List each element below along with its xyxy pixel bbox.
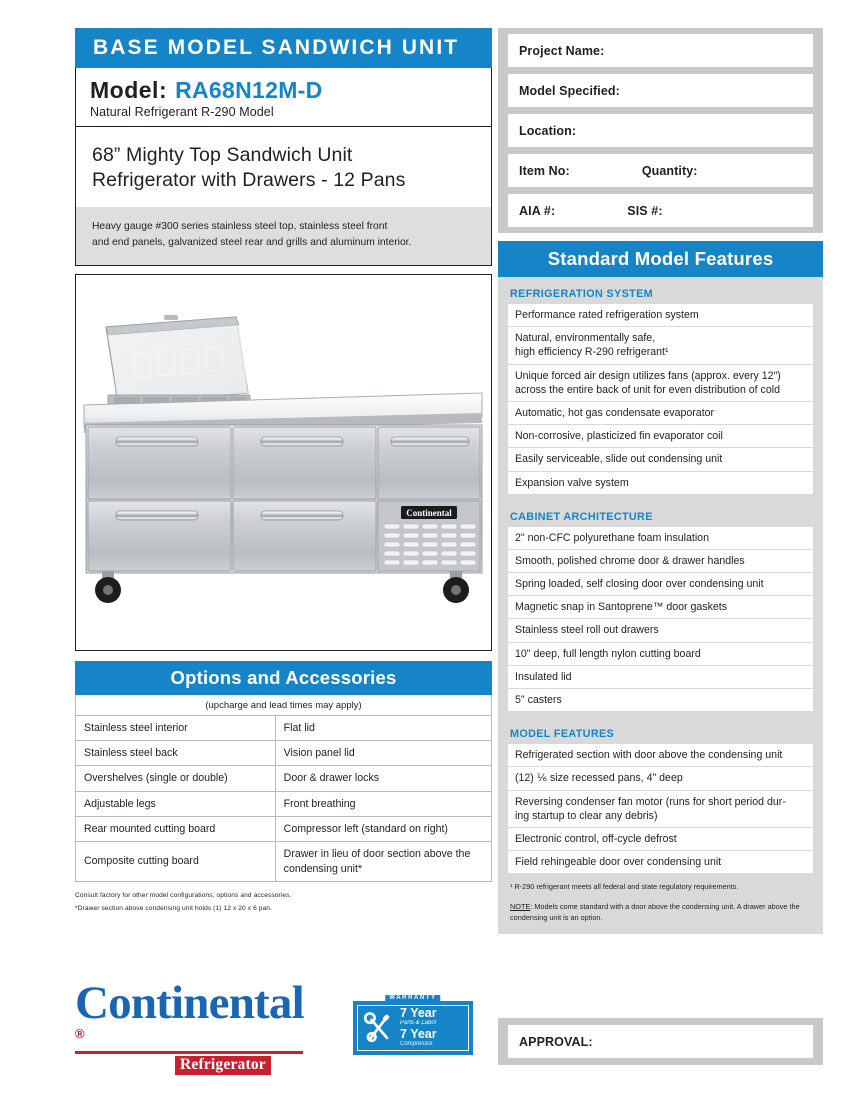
form-field[interactable] bbox=[508, 74, 813, 107]
feature-item bbox=[508, 327, 813, 364]
warranty-compressor-years: 7 Year bbox=[400, 1027, 437, 1041]
feature-item-line: high efficiency R-290 refrigerant¹ bbox=[515, 346, 669, 359]
open-lid bbox=[106, 315, 248, 403]
note-label: NOTE bbox=[510, 902, 531, 912]
feature-item-line: Reversing condenser fan motor (runs for short period dur- bbox=[515, 795, 786, 808]
feature-group-title: MODEL FEATURES bbox=[510, 728, 615, 741]
feature-item-line: Easily serviceable, slide out condensing unit bbox=[515, 453, 723, 466]
note-text: : Models come standard with a door above the condensing unit. A drawer above the condensing unit is an option. bbox=[510, 902, 800, 923]
model-note bbox=[508, 893, 813, 924]
table-row bbox=[76, 741, 492, 766]
warranty-parts-years: 7 Year bbox=[400, 1006, 437, 1021]
feature-item-line: Natural, environmentally safe, bbox=[515, 332, 656, 345]
feature-item bbox=[508, 402, 813, 425]
feature-item-line: Performance rated refrigeration system bbox=[515, 309, 699, 321]
options-footnote-2: *Drawer section above condensing unit holds (1) 12 x 20 x 6 pan. bbox=[75, 905, 272, 913]
project-form-panel bbox=[498, 28, 823, 233]
model-number: RA68N12M-D bbox=[175, 77, 323, 103]
product-illustration bbox=[76, 275, 490, 650]
option-cell: Front breathing bbox=[275, 791, 491, 816]
table-row bbox=[76, 817, 492, 842]
model-label: Model: bbox=[90, 77, 168, 103]
feature-item bbox=[508, 666, 813, 689]
feature-item-line: Insulated lid bbox=[515, 670, 572, 683]
refrigerant-footnote: ¹ R-290 refrigerant meets all federal and state regulatory requirements. bbox=[510, 882, 739, 892]
model-box bbox=[75, 68, 492, 127]
logo-subbrand: Refrigerator bbox=[175, 1056, 271, 1075]
feature-item bbox=[508, 828, 813, 851]
feature-item bbox=[508, 527, 813, 550]
approval-field[interactable] bbox=[508, 1025, 813, 1058]
options-table bbox=[75, 715, 492, 882]
footer-logo-row bbox=[75, 977, 495, 1073]
banner-title: BASE MODEL SANDWICH UNIT bbox=[93, 36, 460, 59]
option-cell: Vision panel lid bbox=[275, 741, 491, 766]
table-row bbox=[76, 715, 492, 740]
logo-wordmark: Continental bbox=[75, 977, 304, 1030]
form-field-label: Item No: bbox=[519, 163, 570, 178]
approval-panel bbox=[498, 1018, 823, 1065]
form-field[interactable] bbox=[508, 154, 813, 187]
form-field[interactable] bbox=[508, 194, 813, 227]
option-cell: Door & drawer locks bbox=[275, 766, 491, 791]
features-title: Standard Model Features bbox=[547, 248, 774, 269]
model-subtitle: Natural Refrigerant R-290 Model bbox=[90, 105, 274, 119]
page-banner bbox=[75, 28, 492, 68]
group-spacer bbox=[508, 711, 813, 725]
feature-item-line: Non-corrosive, plasticized fin evaporator coil bbox=[515, 430, 723, 443]
feature-item bbox=[508, 425, 813, 448]
option-cell: Rear mounted cutting board bbox=[76, 817, 276, 842]
form-field-label: Location: bbox=[519, 123, 577, 138]
feature-item-line: Spring loaded, self closing door over condensing unit bbox=[515, 578, 764, 591]
option-cell: Drawer in lieu of door section above the condensing unit* bbox=[275, 842, 491, 882]
feature-item bbox=[508, 791, 813, 828]
warranty-compressor-label: Compressor bbox=[400, 1041, 433, 1048]
feature-group-list bbox=[508, 527, 813, 712]
product-title-line2: Refrigerator with Drawers - 12 Pans bbox=[92, 168, 406, 191]
options-table-body bbox=[76, 715, 492, 881]
option-cell: Adjustable legs bbox=[76, 791, 276, 816]
feature-item-line: 10" deep, full length nylon cutting board bbox=[515, 647, 701, 660]
table-row bbox=[76, 791, 492, 816]
construction-note-line2: and end panels, galvanized steel rear and grills and aluminum interior. bbox=[92, 236, 412, 248]
feature-item bbox=[508, 619, 813, 642]
feature-item bbox=[508, 573, 813, 596]
option-cell: Flat lid bbox=[275, 715, 491, 740]
feature-item-line: Refrigerated section with door above the condensing unit bbox=[515, 749, 783, 762]
feature-item-line: 5" casters bbox=[515, 694, 562, 706]
table-row bbox=[76, 766, 492, 791]
feature-item-line: Expansion valve system bbox=[515, 476, 629, 489]
product-photo bbox=[75, 274, 492, 651]
warranty-title: WARRANTY bbox=[385, 995, 440, 1001]
feature-item-line: ing startup to clear any debris) bbox=[515, 809, 658, 822]
feature-item bbox=[508, 596, 813, 619]
description-box bbox=[75, 127, 492, 266]
feature-item bbox=[508, 744, 813, 767]
option-cell: Stainless steel interior bbox=[76, 715, 276, 740]
product-title bbox=[76, 127, 491, 207]
feature-item bbox=[508, 643, 813, 666]
logo-rule bbox=[75, 1051, 303, 1054]
feature-group-list bbox=[508, 304, 813, 494]
left-column bbox=[75, 28, 492, 915]
feature-item bbox=[508, 689, 813, 711]
feature-item-line: Automatic, hot gas condensate evaporator bbox=[515, 406, 715, 419]
warranty-badge bbox=[353, 995, 473, 1055]
feature-item bbox=[508, 304, 813, 327]
features-panel bbox=[498, 277, 823, 934]
construction-note bbox=[76, 207, 491, 265]
feature-item bbox=[508, 365, 813, 402]
feature-item-line: (12) ⅙ size recessed pans, 4" deep bbox=[515, 772, 683, 785]
option-cell: Composite cutting board bbox=[76, 842, 276, 882]
feature-item-line: Field rehingeable door over condensing unit bbox=[515, 856, 722, 869]
continental-logo bbox=[75, 977, 311, 1074]
table-row bbox=[76, 842, 492, 882]
condensing-unit-section bbox=[378, 501, 480, 571]
feature-item bbox=[508, 767, 813, 790]
option-cell: Compressor left (standard on right) bbox=[275, 817, 491, 842]
casters bbox=[95, 571, 469, 603]
registered-trademark-icon: ® bbox=[75, 1026, 85, 1042]
feature-group-title: CABINET ARCHITECTURE bbox=[510, 510, 653, 523]
wrench-screwdriver-icon bbox=[360, 1010, 396, 1046]
feature-item-line: Electronic control, off-cycle defrost bbox=[515, 832, 677, 845]
options-footnote-1: Consult factory for other model configurations, options and accessories. bbox=[75, 891, 292, 899]
group-spacer bbox=[508, 494, 813, 508]
options-banner bbox=[75, 661, 492, 695]
form-field-label: Project Name: bbox=[519, 43, 605, 58]
option-cell: Stainless steel back bbox=[76, 741, 276, 766]
options-footnotes bbox=[75, 882, 492, 915]
form-field[interactable] bbox=[508, 114, 813, 147]
construction-note-line1: Heavy gauge #300 series stainless steel top, stainless steel front bbox=[92, 220, 388, 232]
feature-item-line: Smooth, polished chrome door & drawer handles bbox=[515, 554, 745, 567]
feature-item bbox=[508, 448, 813, 471]
feature-item-line: Unique forced air design utilizes fans (approx. every 12") bbox=[515, 369, 781, 382]
approval-label: APPROVAL: bbox=[519, 1034, 593, 1049]
warranty-parts-label: Parts & Labor bbox=[400, 1020, 437, 1027]
form-field-label: Model Specified: bbox=[519, 83, 620, 98]
option-cell: Overshelves (single or double) bbox=[76, 766, 276, 791]
right-column bbox=[498, 28, 823, 934]
feature-item-line: across the entire back of unit for even distribution of cold bbox=[515, 383, 780, 396]
form-field[interactable] bbox=[508, 34, 813, 67]
feature-item-line: Magnetic snap in Santoprene™ door gaskets bbox=[515, 601, 728, 614]
warranty-text bbox=[400, 1007, 437, 1049]
options-subtitle: (upcharge and lead times may apply) bbox=[75, 695, 492, 715]
feature-group-title: REFRIGERATION SYSTEM bbox=[510, 288, 653, 300]
options-title: Options and Accessories bbox=[170, 666, 397, 688]
feature-item bbox=[508, 550, 813, 573]
features-banner bbox=[498, 241, 823, 277]
feature-item bbox=[508, 851, 813, 873]
form-field-label-secondary: Quantity: bbox=[641, 163, 698, 178]
continental-badge: Continental bbox=[406, 507, 452, 518]
feature-item bbox=[508, 472, 813, 494]
form-field-label: AIA #: bbox=[519, 203, 556, 218]
form-field-label-secondary: SIS #: bbox=[627, 203, 663, 218]
feature-item-line: Stainless steel roll out drawers bbox=[515, 624, 659, 637]
feature-item-line: 2" non-CFC polyurethane foam insulation bbox=[515, 531, 709, 544]
feature-group-list bbox=[508, 744, 813, 873]
product-title-line1: 68” Mighty Top Sandwich Unit bbox=[92, 144, 353, 166]
